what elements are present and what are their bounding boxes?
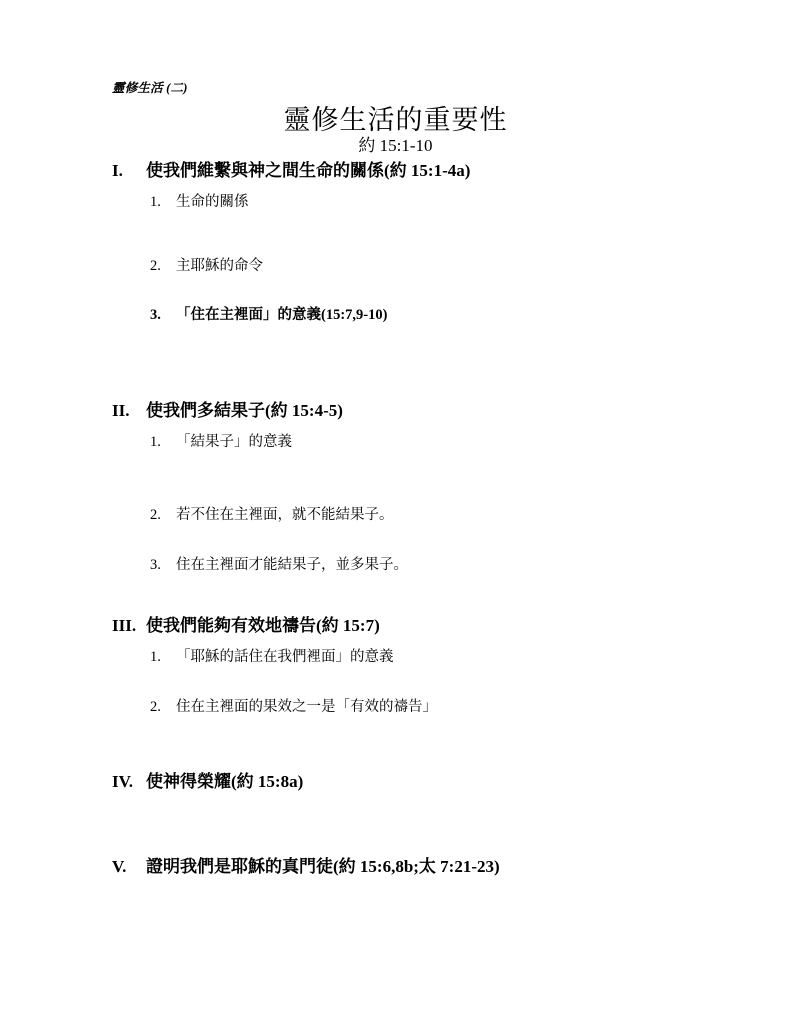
- spacer: [0, 605, 791, 615]
- item-number: 2.: [150, 257, 161, 274]
- item-number: 3.: [150, 556, 161, 573]
- item-text: 生命的關係: [176, 193, 249, 210]
- item-text: 若不住在主裡面，就不能結果子。: [176, 507, 394, 524]
- item-number: 1.: [150, 649, 161, 666]
- spacer: [0, 794, 791, 838]
- outline-item: [0, 193, 791, 213]
- spacer: [0, 183, 791, 193]
- spacer: [0, 668, 791, 698]
- spacer: [0, 575, 791, 605]
- spacer: [0, 213, 791, 257]
- item-text: 「耶穌的話住在我們裡面」的意義: [176, 649, 394, 666]
- page-subtitle: 約 15:1-10: [358, 136, 433, 155]
- outline-section: [0, 400, 791, 423]
- outline-section: [0, 771, 791, 794]
- outline-section: [0, 160, 791, 183]
- section-number: III.: [112, 616, 137, 636]
- spacer: [0, 838, 791, 856]
- spacer: [0, 452, 791, 496]
- section-text: 使我們能夠有效地禱告(約 15:7): [146, 616, 380, 636]
- item-number: 3.: [150, 307, 161, 324]
- section-text: 使神得榮耀(約 15:8a): [146, 772, 304, 792]
- outline-item: [0, 257, 791, 277]
- outline-item: [0, 556, 791, 576]
- outline-item: [0, 433, 791, 453]
- section-text: 證明我們是耶穌的真門徒(約 15:6,8b;太 7:21-23): [146, 857, 500, 877]
- outline-item: [0, 506, 791, 526]
- document-header-label: 靈修生活 (二): [112, 81, 188, 95]
- item-text: 「住在主裡面」的意義(15:7,9-10): [176, 307, 388, 324]
- outline-section: [0, 615, 791, 638]
- section-number: V.: [112, 857, 127, 877]
- spacer: [0, 761, 791, 771]
- spacer: [0, 276, 791, 306]
- item-number: 2.: [150, 698, 161, 715]
- item-number: 2.: [150, 507, 161, 524]
- section-text: 使我們多結果子(約 15:4-5): [146, 400, 343, 420]
- spacer: [0, 370, 791, 400]
- outline-item: [0, 698, 791, 718]
- item-number: 1.: [150, 433, 161, 450]
- spacer: [0, 526, 791, 556]
- outline-section: [0, 856, 791, 879]
- page-title: 靈修生活的重要性: [283, 105, 508, 135]
- outline-item: [0, 648, 791, 668]
- section-number: II.: [112, 400, 130, 420]
- item-text: 住在主裡面的果效之一是「有效的禱告」: [176, 698, 437, 715]
- item-text: 住在主裡面才能結果子，並多果子。: [176, 556, 408, 573]
- outline-item: [0, 306, 791, 326]
- spacer: [0, 423, 791, 433]
- outline-list: [0, 160, 791, 879]
- spacer: [0, 496, 791, 506]
- item-text: 主耶穌的命令: [176, 257, 263, 274]
- item-number: 1.: [150, 193, 161, 210]
- item-text: 「結果子」的意義: [176, 433, 292, 450]
- section-number: IV.: [112, 772, 133, 792]
- spacer: [0, 326, 791, 370]
- spacer: [0, 638, 791, 648]
- spacer: [0, 717, 791, 761]
- section-number: I.: [112, 161, 123, 180]
- section-text: 使我們維繫與神之間生命的關係(約 15:1-4a): [146, 161, 471, 180]
